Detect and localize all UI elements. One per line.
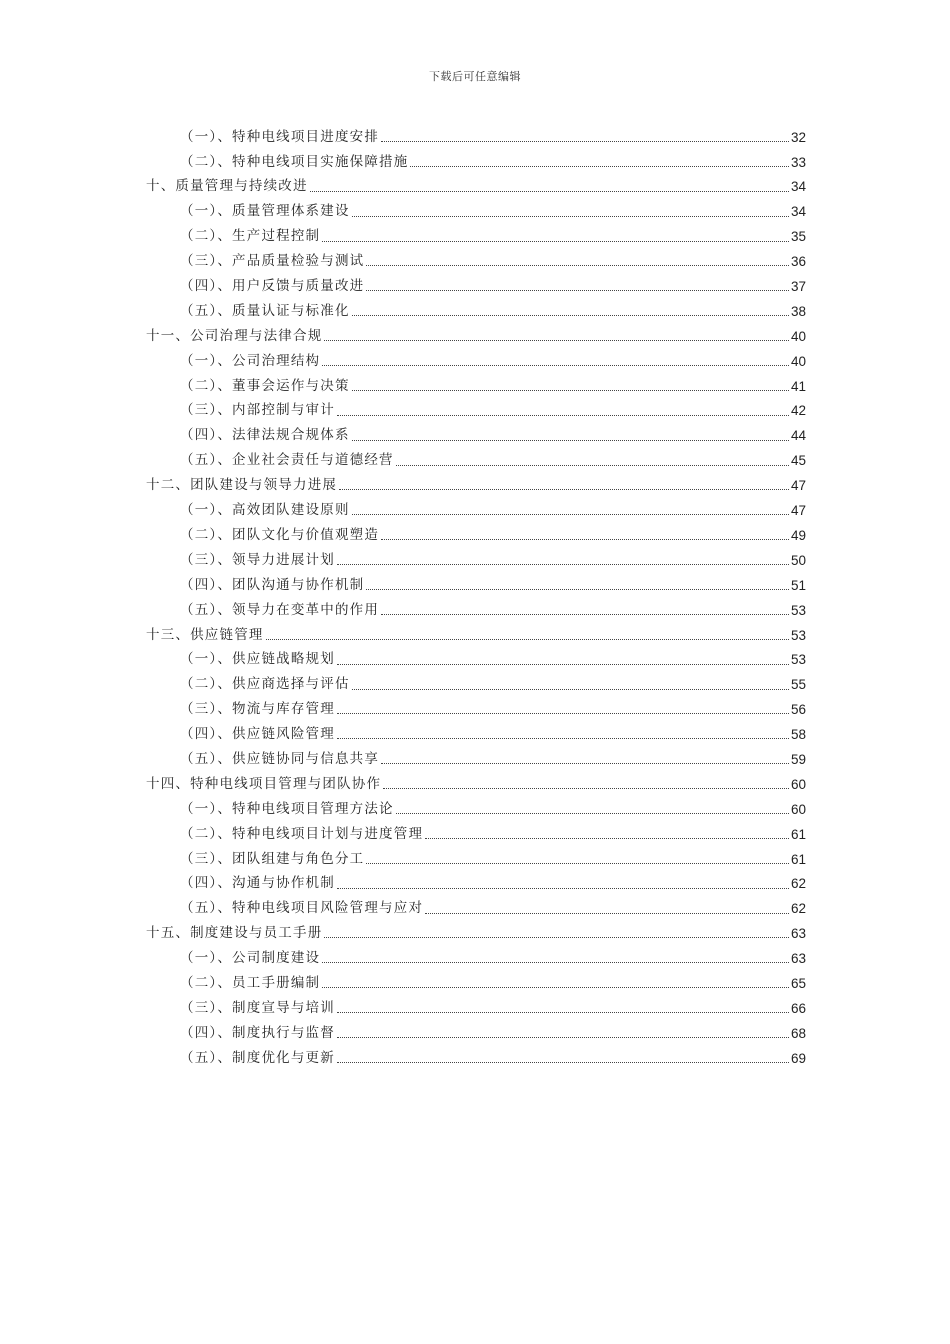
toc-page-number: 61 bbox=[790, 826, 806, 842]
toc-dot-leader bbox=[381, 539, 789, 540]
toc-page-number: 34 bbox=[790, 204, 806, 220]
toc-dot-leader bbox=[337, 738, 789, 739]
toc-section-entry[interactable] bbox=[0, 274, 950, 299]
toc-entry-title: （五）、特种电线项目风险管理与应对 bbox=[180, 900, 424, 917]
toc-entry-title: （五）、质量认证与标准化 bbox=[180, 302, 350, 319]
toc-entry-title: （四）、制度执行与监督 bbox=[180, 1024, 335, 1041]
toc-page-number: 32 bbox=[790, 129, 806, 145]
toc-chapter-entry[interactable] bbox=[0, 922, 950, 947]
toc-dot-leader bbox=[383, 788, 789, 789]
toc-page-number: 62 bbox=[790, 876, 806, 892]
toc-entry-title: （五）、企业社会责任与道德经营 bbox=[180, 452, 394, 469]
toc-section-entry[interactable] bbox=[0, 673, 950, 698]
toc-page-number: 37 bbox=[790, 279, 806, 295]
toc-entry-title: 十二、团队建设与领导力进展 bbox=[146, 477, 338, 494]
toc-entry-title: （一）、供应链战略规划 bbox=[180, 651, 335, 668]
toc-entry-title: （二）、供应商选择与评估 bbox=[180, 676, 350, 693]
toc-dot-leader bbox=[352, 514, 789, 515]
toc-section-entry[interactable] bbox=[0, 200, 950, 225]
toc-entry-title: （二）、生产过程控制 bbox=[180, 228, 321, 245]
toc-dot-leader bbox=[425, 913, 789, 914]
toc-entry-title: （二）、团队文化与价值观塑造 bbox=[180, 526, 380, 543]
toc-entry-title: 十三、供应链管理 bbox=[146, 626, 264, 643]
toc-dot-leader bbox=[337, 713, 789, 714]
toc-page-number: 50 bbox=[790, 552, 806, 568]
toc-entry-title: （三）、制度宣导与培训 bbox=[180, 999, 335, 1016]
toc-section-entry[interactable] bbox=[0, 299, 950, 324]
toc-section-entry[interactable] bbox=[0, 797, 950, 822]
toc-dot-leader bbox=[339, 489, 789, 490]
toc-entry-title: （二）、特种电线项目实施保障措施 bbox=[180, 153, 409, 170]
toc-section-entry[interactable] bbox=[0, 125, 950, 150]
toc-page-number: 44 bbox=[790, 428, 806, 444]
toc-dot-leader bbox=[322, 962, 789, 963]
toc-dot-leader bbox=[352, 315, 789, 316]
toc-dot-leader bbox=[337, 415, 789, 416]
toc-entry-title: （一）、特种电线项目进度安排 bbox=[180, 128, 380, 145]
toc-entry-title: （二）、特种电线项目计划与进度管理 bbox=[180, 825, 424, 842]
toc-dot-leader bbox=[410, 166, 789, 167]
toc-entry-title: 十四、特种电线项目管理与团队协作 bbox=[146, 775, 382, 792]
toc-entry-title: （一）、高效团队建设原则 bbox=[180, 502, 350, 519]
toc-section-entry[interactable] bbox=[0, 1046, 950, 1071]
toc-entry-title: （四）、团队沟通与协作机制 bbox=[180, 576, 365, 593]
toc-chapter-entry[interactable] bbox=[0, 772, 950, 797]
toc-page-number: 36 bbox=[790, 254, 806, 270]
toc-dot-leader bbox=[366, 589, 789, 590]
toc-dot-leader bbox=[366, 265, 789, 266]
toc-section-entry[interactable] bbox=[0, 449, 950, 474]
toc-section-entry[interactable] bbox=[0, 424, 950, 449]
toc-entry-title: （四）、法律法规合规体系 bbox=[180, 427, 350, 444]
toc-section-entry[interactable] bbox=[0, 573, 950, 598]
toc-dot-leader bbox=[366, 290, 789, 291]
toc-dot-leader bbox=[337, 664, 789, 665]
toc-chapter-entry[interactable] bbox=[0, 175, 950, 200]
toc-page-number: 45 bbox=[790, 453, 806, 469]
toc-page-number: 40 bbox=[790, 353, 806, 369]
toc-page-number: 47 bbox=[790, 478, 806, 494]
toc-page-number: 49 bbox=[790, 527, 806, 543]
toc-entry-title: （四）、供应链风险管理 bbox=[180, 726, 335, 743]
toc-page-number: 56 bbox=[790, 702, 806, 718]
toc-entry-title: （四）、沟通与协作机制 bbox=[180, 875, 335, 892]
toc-entry-title: （五）、供应链协同与信息共享 bbox=[180, 750, 380, 767]
toc-entry-title: （一）、公司治理结构 bbox=[180, 352, 321, 369]
toc-dot-leader bbox=[381, 614, 789, 615]
toc-page-number: 58 bbox=[790, 727, 806, 743]
toc-dot-leader bbox=[352, 216, 789, 217]
toc-dot-leader bbox=[366, 863, 789, 864]
toc-section-entry[interactable] bbox=[0, 697, 950, 722]
toc-section-entry[interactable] bbox=[0, 249, 950, 274]
table-of-contents bbox=[0, 125, 950, 1071]
toc-entry-title: （五）、领导力在变革中的作用 bbox=[180, 601, 380, 618]
toc-page-number: 51 bbox=[790, 577, 806, 593]
toc-entry-title: 十、质量管理与持续改进 bbox=[146, 178, 308, 195]
toc-page-number: 53 bbox=[790, 602, 806, 618]
toc-entry-title: （四）、用户反馈与质量改进 bbox=[180, 278, 365, 295]
toc-entry-title: （三）、物流与库存管理 bbox=[180, 701, 335, 718]
toc-section-entry[interactable] bbox=[0, 548, 950, 573]
toc-page-number: 55 bbox=[790, 677, 806, 693]
toc-section-entry[interactable] bbox=[0, 946, 950, 971]
toc-page-number: 62 bbox=[790, 901, 806, 917]
toc-chapter-entry[interactable] bbox=[0, 324, 950, 349]
toc-page-number: 40 bbox=[790, 328, 806, 344]
toc-page-number: 35 bbox=[790, 229, 806, 245]
toc-page-number: 69 bbox=[790, 1050, 806, 1066]
toc-dot-leader bbox=[322, 987, 789, 988]
page-header: 下载后可任意编辑 bbox=[429, 70, 521, 83]
toc-page-number: 59 bbox=[790, 751, 806, 767]
toc-dot-leader bbox=[324, 937, 789, 938]
toc-dot-leader bbox=[266, 639, 789, 640]
toc-entry-title: （一）、公司制度建设 bbox=[180, 950, 321, 967]
toc-section-entry[interactable] bbox=[0, 349, 950, 374]
toc-section-entry[interactable] bbox=[0, 1021, 950, 1046]
toc-entry-title: （一）、质量管理体系建设 bbox=[180, 203, 350, 220]
toc-page-number: 53 bbox=[790, 627, 806, 643]
toc-section-entry[interactable] bbox=[0, 872, 950, 897]
toc-dot-leader bbox=[381, 141, 789, 142]
toc-section-entry[interactable] bbox=[0, 399, 950, 424]
toc-page-number: 38 bbox=[790, 303, 806, 319]
toc-dot-leader bbox=[337, 1012, 789, 1013]
toc-dot-leader bbox=[396, 465, 789, 466]
toc-dot-leader bbox=[425, 838, 789, 839]
toc-entry-title: 十一、公司治理与法律合规 bbox=[146, 327, 323, 344]
toc-dot-leader bbox=[396, 813, 789, 814]
toc-page-number: 66 bbox=[790, 1000, 806, 1016]
toc-dot-leader bbox=[352, 689, 789, 690]
toc-chapter-entry[interactable] bbox=[0, 623, 950, 648]
toc-section-entry[interactable] bbox=[0, 150, 950, 175]
toc-dot-leader bbox=[337, 564, 789, 565]
toc-page-number: 68 bbox=[790, 1025, 806, 1041]
toc-section-entry[interactable] bbox=[0, 747, 950, 772]
toc-entry-title: （三）、团队组建与角色分工 bbox=[180, 850, 365, 867]
toc-dot-leader bbox=[381, 763, 789, 764]
toc-dot-leader bbox=[352, 440, 789, 441]
toc-page-number: 53 bbox=[790, 652, 806, 668]
toc-page-number: 63 bbox=[790, 926, 806, 942]
toc-section-entry[interactable] bbox=[0, 523, 950, 548]
toc-page-number: 65 bbox=[790, 975, 806, 991]
toc-entry-title: （三）、内部控制与审计 bbox=[180, 402, 335, 419]
toc-entry-title: （二）、董事会运作与决策 bbox=[180, 377, 350, 394]
toc-page-number: 60 bbox=[790, 801, 806, 817]
toc-section-entry[interactable] bbox=[0, 722, 950, 747]
toc-section-entry[interactable] bbox=[0, 598, 950, 623]
toc-page-number: 47 bbox=[790, 503, 806, 519]
toc-section-entry[interactable] bbox=[0, 648, 950, 673]
toc-section-entry[interactable] bbox=[0, 897, 950, 922]
toc-entry-title: 十五、制度建设与员工手册 bbox=[146, 925, 323, 942]
toc-entry-title: （三）、领导力进展计划 bbox=[180, 551, 335, 568]
toc-dot-leader bbox=[337, 1037, 789, 1038]
toc-page-number: 60 bbox=[790, 776, 806, 792]
toc-dot-leader bbox=[310, 191, 789, 192]
toc-section-entry[interactable] bbox=[0, 225, 950, 250]
toc-section-entry[interactable] bbox=[0, 996, 950, 1021]
toc-section-entry[interactable] bbox=[0, 822, 950, 847]
toc-dot-leader bbox=[352, 390, 789, 391]
toc-entry-title: （一）、特种电线项目管理方法论 bbox=[180, 800, 394, 817]
toc-page-number: 34 bbox=[790, 179, 806, 195]
toc-page-number: 63 bbox=[790, 951, 806, 967]
toc-page-number: 42 bbox=[790, 403, 806, 419]
toc-dot-leader bbox=[337, 888, 789, 889]
toc-entry-title: （三）、产品质量检验与测试 bbox=[180, 253, 365, 270]
toc-dot-leader bbox=[322, 241, 789, 242]
toc-section-entry[interactable] bbox=[0, 971, 950, 996]
toc-dot-leader bbox=[322, 365, 789, 366]
toc-page-number: 33 bbox=[790, 154, 806, 170]
toc-section-entry[interactable] bbox=[0, 498, 950, 523]
toc-entry-title: （五）、制度优化与更新 bbox=[180, 1049, 335, 1066]
toc-dot-leader bbox=[324, 340, 789, 341]
toc-page-number: 41 bbox=[790, 378, 806, 394]
toc-entry-title: （二）、员工手册编制 bbox=[180, 974, 321, 991]
toc-chapter-entry[interactable] bbox=[0, 473, 950, 498]
toc-section-entry[interactable] bbox=[0, 847, 950, 872]
toc-dot-leader bbox=[337, 1062, 789, 1063]
toc-page-number: 61 bbox=[790, 851, 806, 867]
toc-section-entry[interactable] bbox=[0, 374, 950, 399]
